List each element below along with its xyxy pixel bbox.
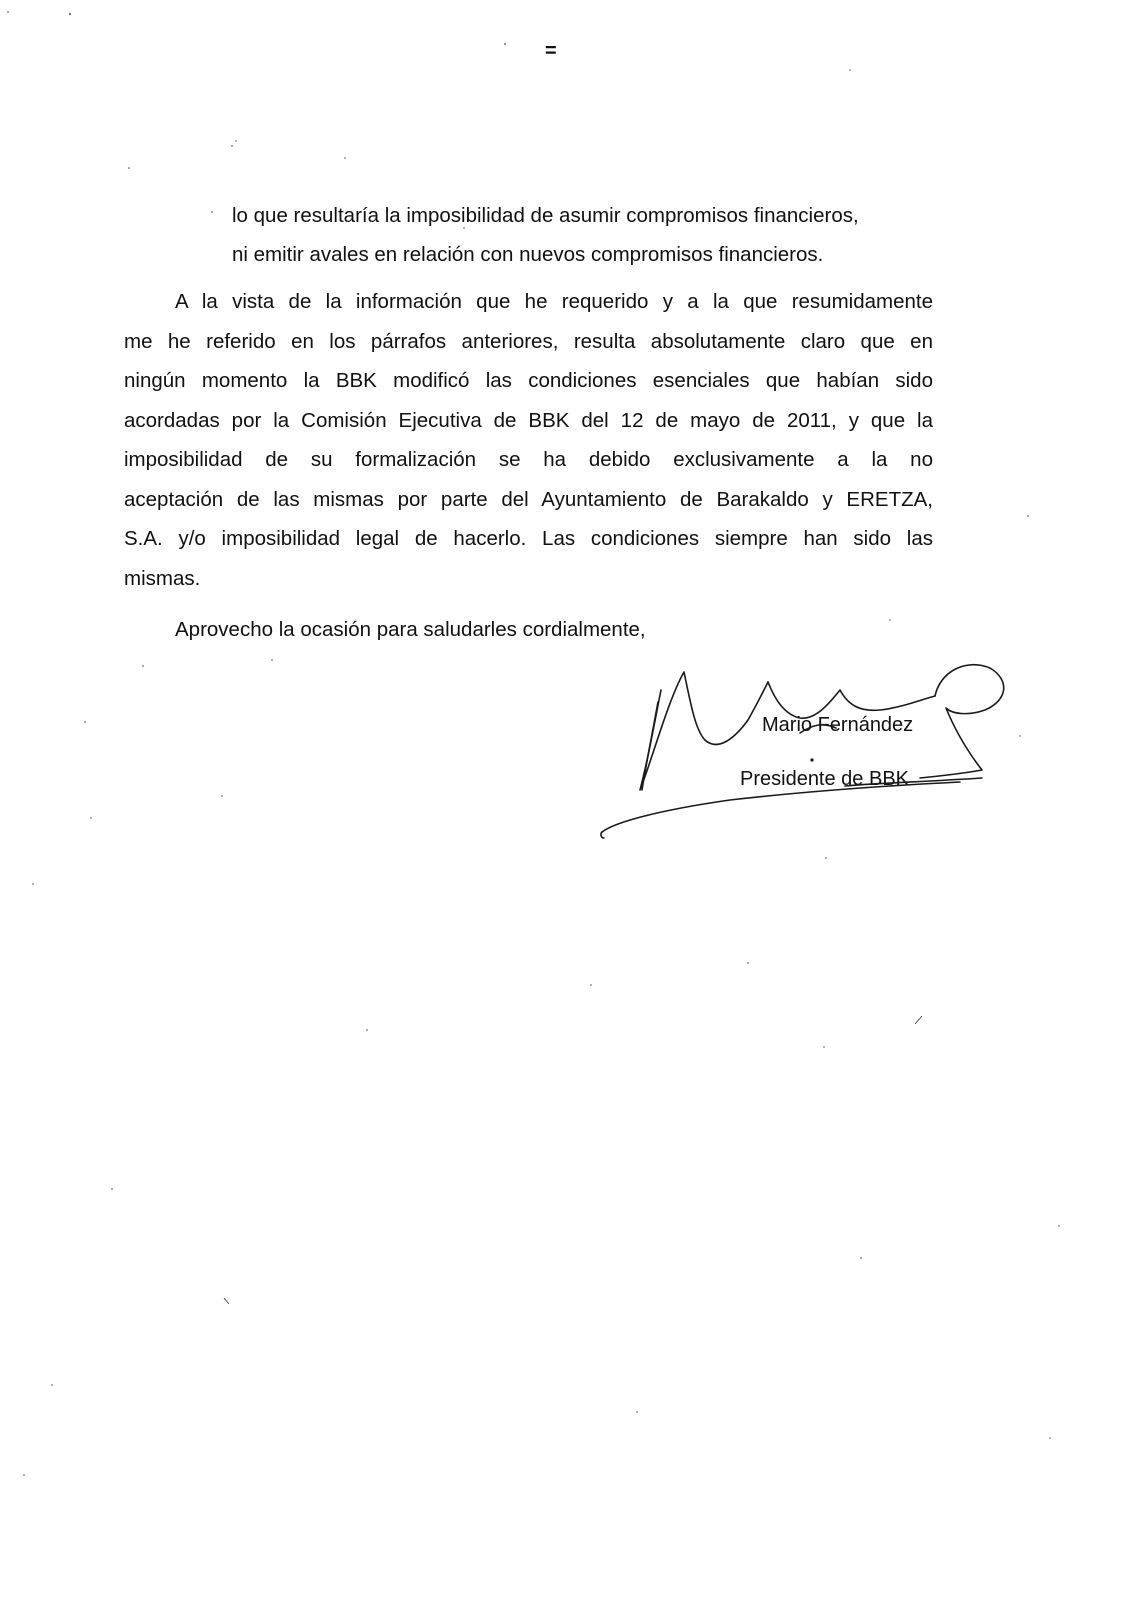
paragraph-line: ningún momento la BBK modificó las condiciones esenciales que habían sido [124,369,933,392]
paragraph-line: mismas. [124,566,201,590]
page-number: = [545,40,557,62]
paragraph-line: me he referido en los párrafos anteriores, resulta absolutamente claro que en [124,329,933,353]
paragraph-line: imposibilidad de su formalización se ha debido exclusivamente a la no [124,448,933,471]
signer-title: Presidente de BBK [740,768,909,790]
continuation-line: ni emitir avales en relación con nuevos compromisos financieros. [232,243,824,266]
continuation-line: lo que resultaría la imposibilidad de asumir compromisos financieros, [232,204,859,227]
paragraph-line: acordadas por la Comisión Ejecutiva de BBK del 12 de mayo de 2011, y que la [124,408,933,432]
paragraph-line: S.A. y/o imposibilidad legal de hacerlo. Las condiciones siempre han sido las [124,527,933,550]
signer-name: Mario Fernández [762,714,914,736]
paragraph-line: aceptación de las mismas por parte del Ayuntamiento de Barakaldo y ERETZA, [124,487,933,511]
continuation-text [232,196,932,274]
closing-salutation: Aprovecho la ocasión para saludarles cordialmente, [175,618,646,641]
paragraph-line: A la vista de la información que he requerido y a la que resumidamente [175,290,933,313]
main-paragraph [124,282,933,598]
